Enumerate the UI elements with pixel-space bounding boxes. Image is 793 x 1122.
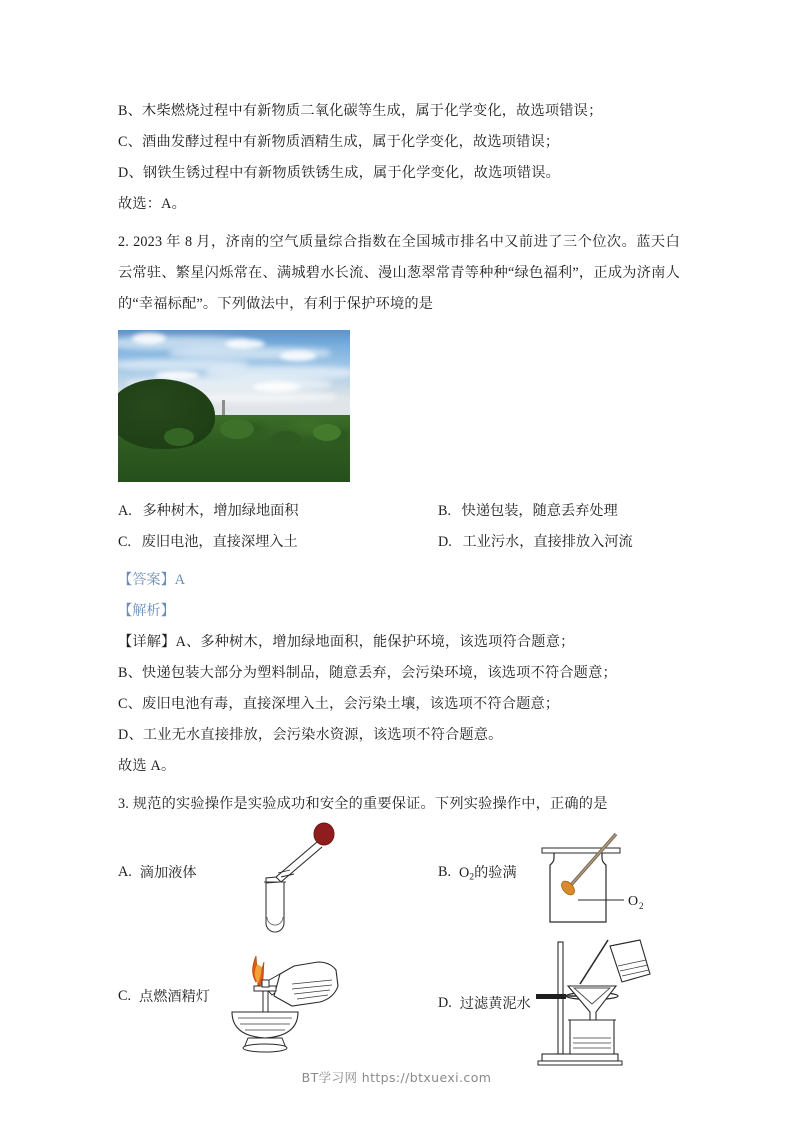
- question2-detail-line-b: B、快递包装大部分为塑料制品，随意丢弃，会污染环境，该选项不符合题意；: [118, 665, 617, 681]
- svg-text:O: O: [628, 894, 639, 909]
- question2-figure: [118, 330, 680, 482]
- question2-options-row-1: [118, 496, 680, 527]
- question2-options-row-2: [118, 527, 680, 558]
- jinan-cityscape-photo: [118, 330, 350, 482]
- option-c-text: 废旧电池，直接深埋入土: [141, 534, 298, 550]
- question2-detail-line-c: C、废旧电池有毒，直接深埋入土，会污染土壤，该选项不符合题意；: [118, 696, 560, 712]
- option-d-text-q3: 过滤黄泥水: [459, 996, 531, 1012]
- prev-explanation-conclusion: 故选：A。: [118, 196, 186, 212]
- question2-analysis-label: 【解析】: [118, 603, 175, 619]
- answer-label: 【答案】: [118, 572, 175, 588]
- option-b-text-q3: $O_2$的验满: [459, 865, 517, 883]
- detail-label: 【详解】: [118, 634, 176, 650]
- site-watermark: BT学习网 https://btxuexi.com: [301, 1070, 492, 1085]
- prev-explanation-line-b: B、木柴燃烧过程中有新物质二氧化碳等生成，属于化学变化，故选项错误；: [118, 103, 603, 119]
- option-c-key: C.: [118, 534, 132, 550]
- lighting-alcohol-lamp-icon: [218, 940, 368, 1073]
- detail-text-a: A、多种树木，增加绿地面积，能保护环境，该选项符合题意；: [175, 634, 575, 650]
- dropper-adding-liquid-icon: [218, 820, 358, 943]
- question3-option-d[interactable]: [438, 993, 531, 1013]
- page-content: [118, 96, 680, 1068]
- oxygen-fullness-test-icon: [528, 822, 678, 943]
- question3-option-b[interactable]: [438, 862, 517, 882]
- question2-detail-line-a: [118, 627, 680, 658]
- svg-text:2: 2: [639, 901, 644, 911]
- question2-detail-line-d: D、工业无水直接排放，会污染水资源，该选项不符合题意。: [118, 727, 503, 743]
- option-b-key: B.: [438, 503, 452, 519]
- option-c-key-q3: C.: [118, 987, 132, 1004]
- option-d-key: D.: [438, 534, 452, 550]
- option-a-text-q3: 滴加液体: [139, 865, 197, 881]
- question2-stem: 2. 2023 年 8 月，济南的空气质量综合指数在全国城市排名中又前进了三个位次。蓝天白云常驻、繁星闪烁常在、满城碧水长流、漫山葱翠常青等种种“绿色福利”，正成为济南人的“幸福标配”。下列做法中，有利于保护环境的是: [118, 234, 680, 312]
- question2-detail-conclusion: 故选 A。: [118, 758, 176, 774]
- answer-value: A: [174, 572, 186, 588]
- question2-option-b[interactable]: [438, 496, 680, 527]
- option-b-text: 快递包装，随意丢弃处理: [461, 503, 618, 519]
- question2-option-d[interactable]: [438, 527, 680, 558]
- option-d-text: 工业污水，直接排放入河流: [462, 534, 633, 550]
- option-d-key-q3: D.: [438, 994, 452, 1011]
- option-a-key-q3: A.: [118, 863, 132, 880]
- option-c-text-q3: 点燃酒精灯: [139, 989, 210, 1005]
- prev-explanation-line-c: C、酒曲发酵过程中有新物质酒精生成，属于化学变化，故选项错误；: [118, 134, 560, 150]
- question3-option-a[interactable]: [118, 862, 197, 882]
- option-a-key: A.: [118, 503, 132, 519]
- question2-option-a[interactable]: [118, 496, 438, 527]
- option-b-key-q3: B.: [438, 863, 452, 880]
- prev-explanation-line-d: D、钢铁生锈过程中有新物质铁锈生成，属于化学变化，故选项错误。: [118, 165, 561, 181]
- question3-option-c[interactable]: [118, 986, 210, 1006]
- question3-options-row-2: [118, 938, 680, 1068]
- question3-options-row-1: [118, 820, 680, 938]
- question2-option-c[interactable]: [118, 527, 438, 558]
- question3-stem: 3. 规范的实验操作是实验成功和安全的重要保证。下列实验操作中，正确的是: [118, 796, 608, 812]
- filtration-setup-icon: [536, 938, 686, 1073]
- option-a-text: 多种树木，增加绿地面积: [142, 503, 299, 519]
- question2-answer-line: [118, 565, 680, 596]
